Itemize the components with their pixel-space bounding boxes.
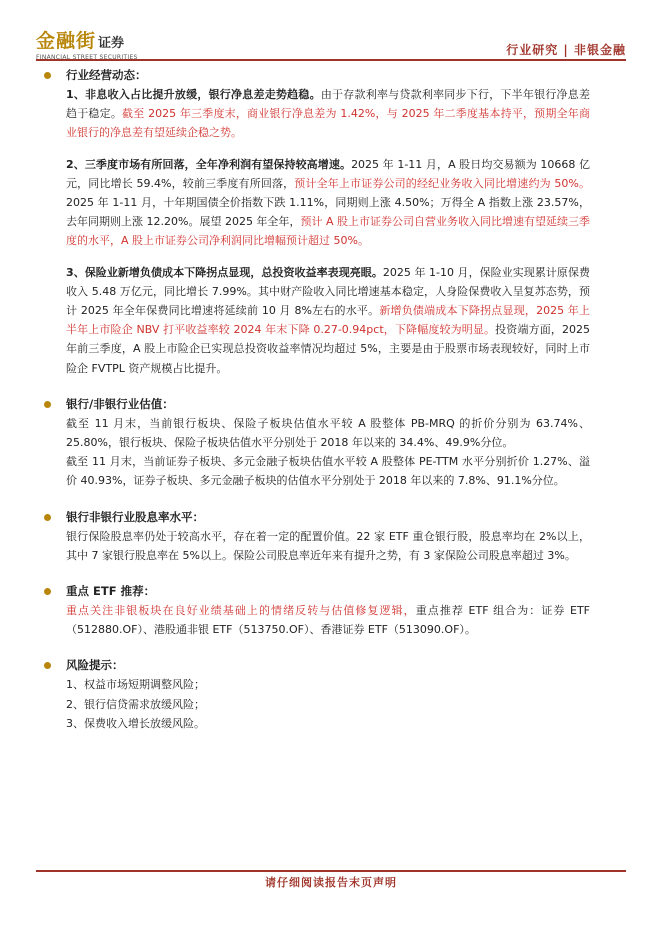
paragraph: 截至 11 月末，当前银行板块、保险子板块估值水平较 A 股整体 PB-MRQ 的折价分别为 63.74%、25.80%，银行板块、保险子板块估值水平分别处于 2018 年以来的 34.4%、49.9%分位。 <box>66 416 590 450</box>
paragraph: 银行保险股息率仍处于较高水平，存在着一定的配置价值。22 家 ETF 重仓银行股，股息率均在 2%以上，其中 7 家银行股息率在 5%以上。保险公司股息率近年来有提升之势，有 3 家保险公司股息率超过 3%。 <box>66 529 590 562</box>
highlight-text: 重点关注非银板块在良好业绩基础上的情绪反转与估值修复逻辑， <box>66 604 416 618</box>
highlight-text: 截至 2025 年三季度末，商业银行净息差为 1.42%，与 2025 年二季度基本持平，预期全年商业银行的净息差有望延续企稳之势。 <box>66 107 591 140</box>
paragraph <box>36 601 626 639</box>
paragraph-text: 2025 年 1-11 月，A 股日均交易额为 10668 亿元，同比增长 59.4%，较前三季度有所回落， <box>66 157 590 190</box>
paragraph <box>36 263 626 378</box>
paragraph <box>36 85 626 143</box>
section-industry-dynamics <box>36 66 626 378</box>
logo-securities: 证券 <box>98 36 125 51</box>
section-title: 重点 ETF 推荐： <box>66 584 156 599</box>
section-title: 银行/非银行业估值： <box>66 396 174 411</box>
highlight-text: 预计全年上市证券公司的经纪业务收入同比增速约为 50%。 <box>294 176 590 190</box>
report-body <box>36 66 626 733</box>
list-item: 3、保费收入增长放缓风险。 <box>66 716 205 730</box>
paragraph-heading: 2、三季度市场有所回落，全年净利润有望保持较高增速。 <box>66 157 352 171</box>
paragraph-heading: 3、保险业新增负债成本下降拐点显现，总投资收益率表现亮眼。 <box>66 265 383 279</box>
paragraph-text: 投资端方面，2025 年前三季度，A 股上市险企已实现总投资收益率情况均超过 5%，主要是由于股票市场表现较好，同时上市险企 FVTPL 资产规模占比提升。 <box>66 323 590 375</box>
logo-name: 金融街 <box>36 30 97 52</box>
section-risk <box>36 656 626 733</box>
paragraph-heading: 1、非息收入占比提升放缓，银行净息差走势趋稳。 <box>66 88 321 101</box>
section-etf-recommendation <box>36 582 626 639</box>
paragraph-text: 2025 年 1-11 月，十年期国债全价指数下跌 1.11%，同期则上涨 4.50%；万得全 A 指数上涨 23.57%，去年同期则上涨 12.20%。展望 2025 年全年， <box>66 196 590 229</box>
bullet-icon <box>44 514 51 521</box>
list-item: 1、权益市场短期调整风险； <box>66 678 205 692</box>
highlight-text: 新增负债端成本下降拐点显现，2025 年上半年上市险企 NBV 打平收益率较 2024 年末下降 0.27-0.94pct，下降幅度较为明显。 <box>66 304 590 337</box>
bullet-icon <box>44 588 51 595</box>
footer-divider <box>36 870 626 872</box>
section-valuation <box>36 395 626 491</box>
report-category: 行业研究 | 非银金融 <box>506 43 626 57</box>
company-logo <box>36 26 138 61</box>
bullet-icon <box>44 401 51 408</box>
paragraph <box>36 155 626 251</box>
paragraph-text: 重点推荐 ETF 组合为：证券 ETF（512880.OF）、港股通非银 ETF（513750.OF）、香港证券 ETF（513090.OF）。 <box>66 604 591 637</box>
header-divider <box>36 59 626 61</box>
section-title: 银行非银行业股息率水平： <box>66 509 204 524</box>
paragraph-text: 2025 年 1-10 月，保险业实现累计原保费收入 5.48 万亿元，同比增长 7.99%。其中财产险收入同比增速基本稳定，人身险保费收入呈复苏态势，预计 2025 年全年保费同比增速将延续前 10 月 8%左右的水平。 <box>66 265 590 318</box>
paragraph-text: 由于存款利率与贷款利率同步下行，下半年银行净息差趋于稳定。 <box>66 88 590 121</box>
highlight-text: 预计 A 股上市证券公司自营业务收入同比增速有望延续三季度的水平，A 股上市证券公司净利润同比增幅预计超过 50%。 <box>66 215 590 248</box>
section-title: 风险提示： <box>66 658 124 673</box>
logo-english: FINANCIAL STREET SECURITIES <box>36 54 138 61</box>
bullet-icon <box>44 72 51 79</box>
section-title: 行业经营动态： <box>66 68 147 82</box>
footer-disclaimer: 请仔细阅读报告末页声明 <box>265 876 397 889</box>
page-header <box>0 0 662 62</box>
section-dividend <box>36 508 626 565</box>
list-item: 2、银行信贷需求放缓风险； <box>66 697 205 711</box>
paragraph: 截至 11 月末，当前证券子板块、多元金融子板块估值水平较 A 股整体 PE-TTM 水平分别折价 1.27%、溢价 40.93%，证券子板块、多元金融子板块的估值水平分别处于 2018 年以来的 7.8%、91.1%分位。 <box>66 455 590 488</box>
